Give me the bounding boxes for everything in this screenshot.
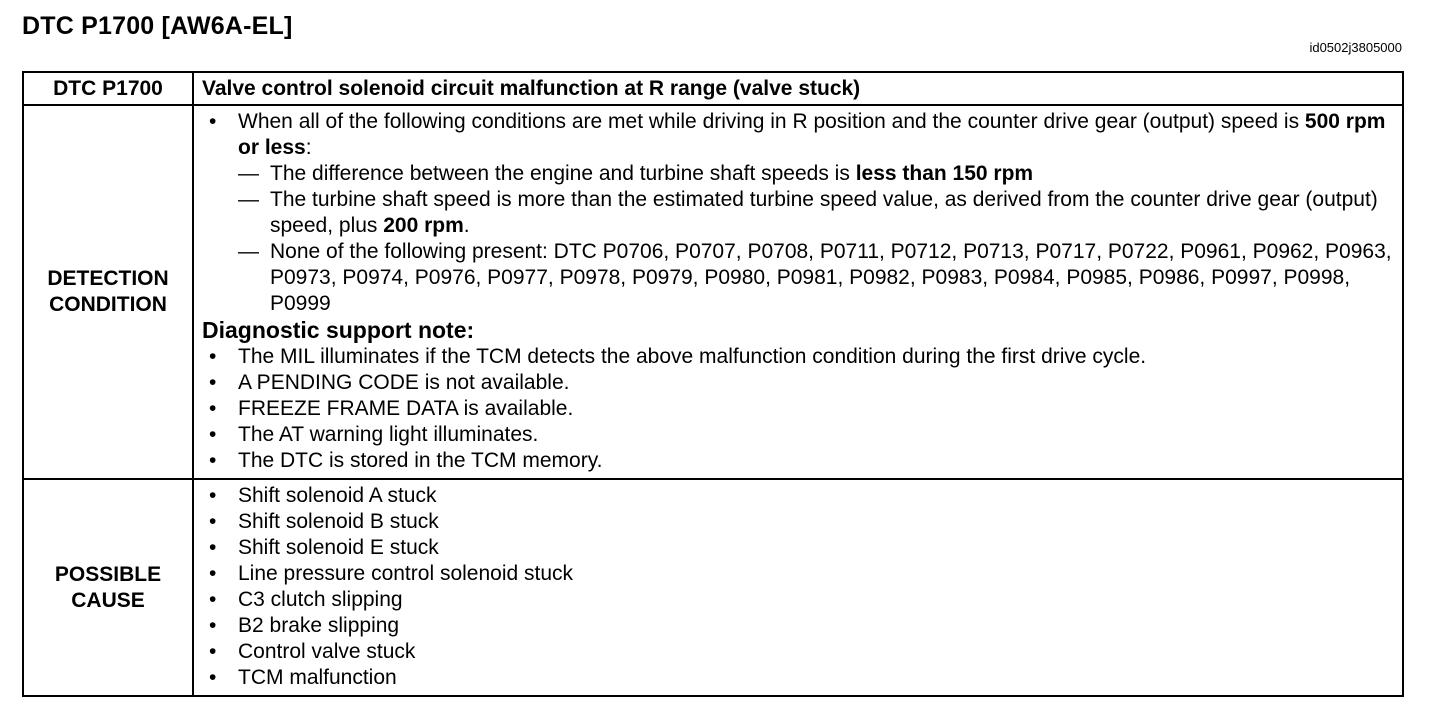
- cause-item: • Line pressure control solenoid stuck: [202, 561, 1394, 587]
- dash-mark: —: [238, 240, 259, 263]
- condition-tail: .: [463, 214, 470, 237]
- dtc-table: [22, 71, 1404, 697]
- condition-item: [238, 239, 1394, 317]
- note-item: • FREEZE FRAME DATA is available.: [202, 396, 1394, 422]
- condition-list: [238, 161, 1394, 317]
- intro-text: When all of the following conditions are met while driving in R position and the counter drive gear (output) speed is: [238, 110, 1305, 133]
- condition-bold: 200 rpm: [383, 214, 464, 237]
- condition-text: None of the following present: DTC P0706, P0707, P0708, P0711, P0712, P0713, P0717, P0722, P0961, P0962, P0963, P0973, P0974, P0976, P0977, P0978, P0979, P0980, P0981, P0982, P0983, P0984, P0985, P0986, P0997, P0998, P0999: [270, 240, 1392, 315]
- possible-cause-row: [23, 479, 1403, 696]
- document-id: id0502j3805000: [1309, 40, 1402, 55]
- condition-item: [238, 161, 1394, 187]
- detection-condition-content: [193, 105, 1403, 479]
- detection-label-line1: DETECTION: [47, 267, 169, 290]
- detection-condition-label: [23, 105, 193, 479]
- note-item: • The MIL illuminates if the TCM detects the above malfunction condition during the first drive cycle.: [202, 344, 1394, 370]
- note-item: • The AT warning light illuminates.: [202, 422, 1394, 448]
- diagnostic-note-heading: Diagnostic support note:: [202, 317, 475, 343]
- note-item: • A PENDING CODE is not available.: [202, 370, 1394, 396]
- cause-label-line2: CAUSE: [71, 588, 145, 612]
- page-title: DTC P1700 [AW6A-EL]: [22, 12, 293, 40]
- intro-bold: 500 rpm or less: [238, 110, 1386, 159]
- cause-item: • C3 clutch slipping: [202, 587, 1394, 613]
- cause-item: • Control valve stuck: [202, 639, 1394, 665]
- condition-bold: less than 150 rpm: [855, 162, 1034, 185]
- note-item: • The DTC is stored in the TCM memory.: [202, 448, 1394, 474]
- dash-mark: —: [238, 162, 259, 185]
- possible-cause-label: [23, 479, 193, 696]
- cause-item: • Shift solenoid E stuck: [202, 535, 1394, 561]
- dtc-code-cell: DTC P1700: [23, 72, 193, 105]
- table-header-row: [23, 72, 1403, 105]
- condition-item: [238, 187, 1394, 239]
- detection-intro-list: [202, 109, 1394, 317]
- condition-text: The turbine shaft speed is more than the estimated turbine speed value, as derived from the counter drive gear (output) speed, plus: [270, 188, 1378, 237]
- cause-list: [202, 483, 1394, 691]
- cause-label-line1: POSSIBLE: [54, 562, 162, 586]
- possible-cause-content: [193, 479, 1403, 696]
- detection-intro: [202, 109, 1394, 317]
- detection-condition-row: [23, 105, 1403, 479]
- cause-item: • TCM malfunction: [202, 665, 1394, 691]
- dash-mark: —: [238, 188, 259, 211]
- cause-item: • Shift solenoid B stuck: [202, 509, 1394, 535]
- condition-text: The difference between the engine and turbine shaft speeds is: [270, 162, 856, 185]
- cause-item: • Shift solenoid A stuck: [202, 483, 1394, 509]
- diagnostic-note-list: [202, 344, 1394, 474]
- detection-label-line2: CONDITION: [49, 293, 167, 316]
- cause-item: • B2 brake slipping: [202, 613, 1394, 639]
- intro-tail: :: [305, 136, 312, 159]
- dtc-description-cell: Valve control solenoid circuit malfunction at R range (valve stuck): [193, 72, 1403, 105]
